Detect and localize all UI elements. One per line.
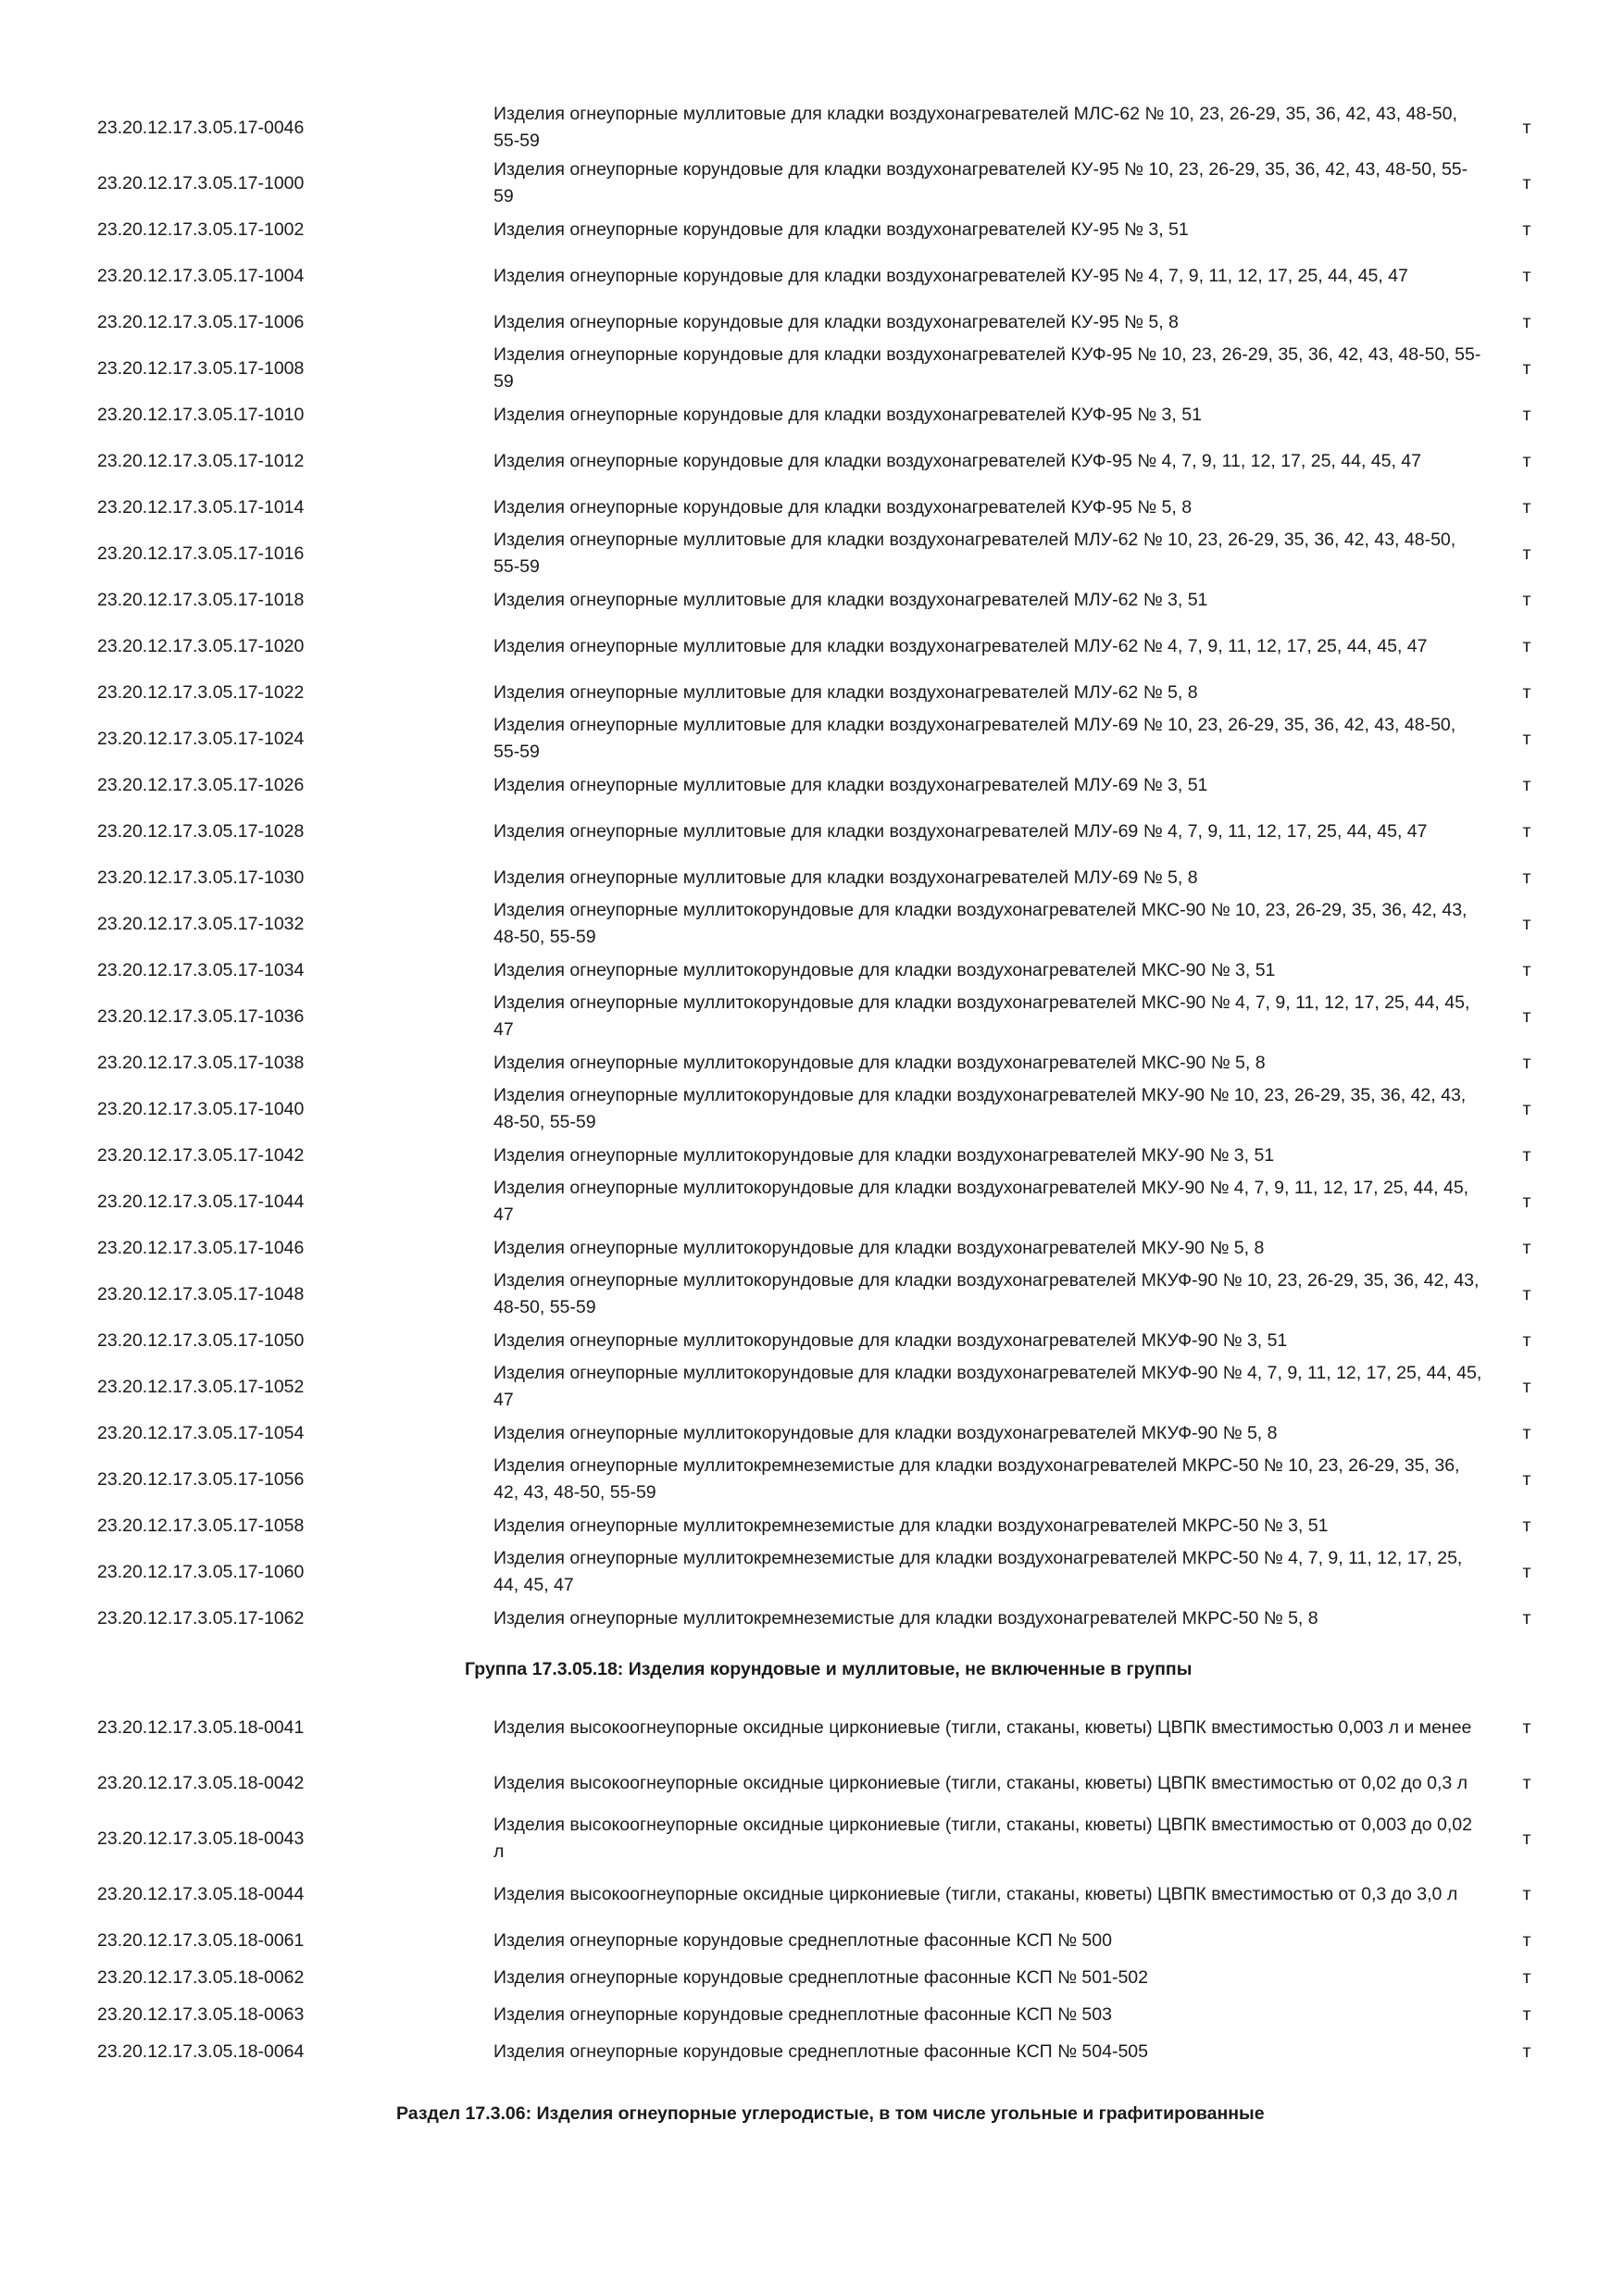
- unit-of-measure: т: [1522, 1005, 1531, 1027]
- item-code: 23.20.12.17.3.05.17-1020: [97, 635, 305, 656]
- item-description: Изделия огнеупорные корундовые для кладки воздухонагревателей КУ-95 № 10, 23, 26-29, 35, 36, 42, 43, 48-50, 55-59: [493, 159, 1468, 206]
- unit-of-measure: т: [1522, 450, 1531, 471]
- item-description: Изделия огнеупорные муллитокорундовые для кладки воздухонагревателей МКУФ-90 № 10, 23, 26-29, 35, 36, 42, 43, 48-50, 55-59: [493, 1270, 1480, 1317]
- item-description: Изделия огнеупорные корундовые для кладки воздухонагревателей КУФ-95 № 5, 8: [493, 496, 1193, 518]
- item-description: Изделия огнеупорные муллитовые для кладки воздухонагревателей МЛУ-69 № 4, 7, 9, 11, 12, 17, 25, 44, 45, 47: [493, 820, 1428, 842]
- item-code: 23.20.12.17.3.05.17-1002: [97, 218, 305, 240]
- table-row: [97, 526, 1560, 581]
- item-description: Изделия огнеупорные муллитокорундовые для кладки воздухонагревателей МКУФ-90 № 3, 51: [493, 1329, 1288, 1351]
- item-description: Изделия огнеупорные корундовые среднеплотные фасонные КСП № 503: [493, 2003, 1112, 2025]
- item-code: 23.20.12.17.3.05.17-1038: [97, 1052, 305, 1073]
- unit-of-measure: т: [1522, 496, 1531, 518]
- item-code: 23.20.12.17.3.05.17-1018: [97, 589, 305, 610]
- item-description: Изделия огнеупорные корундовые для кладки воздухонагревателей КУФ-95 № 4, 7, 9, 11, 12, 17, 25, 44, 45, 47: [493, 450, 1421, 471]
- unit-of-measure: т: [1522, 728, 1531, 749]
- item-code: 23.20.12.17.3.05.18-0041: [97, 1716, 305, 1738]
- table-row: [97, 489, 1560, 526]
- unit-of-measure: т: [1522, 265, 1531, 286]
- unit-of-measure: т: [1522, 1561, 1531, 1582]
- unit-of-measure: т: [1522, 1237, 1531, 1258]
- item-description: Изделия огнеупорные муллитокорундовые для кладки воздухонагревателей МКУФ-90 № 5, 8: [493, 1422, 1278, 1443]
- item-description: Изделия огнеупорные муллитовые для кладки воздухонагревателей МЛС-62 № 10, 23, 26-29, 35, 36, 42, 43, 48-50, 55-59: [493, 104, 1457, 151]
- table-row: [97, 859, 1560, 896]
- table-row: [97, 581, 1560, 618]
- unit-of-measure: т: [1522, 1283, 1531, 1304]
- table-row: [97, 1452, 1560, 1507]
- item-description: Изделия огнеупорные муллитовые для кладки воздухонагревателей МЛУ-62 № 10, 23, 26-29, 35, 36, 42, 43, 48-50, 55-59: [493, 530, 1456, 577]
- unit-of-measure: т: [1522, 404, 1531, 425]
- item-description: Изделия огнеупорные муллитовые для кладки воздухонагревателей МЛУ-62 № 5, 8: [493, 681, 1198, 703]
- table-row: [97, 1996, 1560, 2033]
- item-code: 23.20.12.17.3.05.17-1034: [97, 959, 305, 980]
- unit-of-measure: т: [1522, 218, 1531, 240]
- unit-of-measure: т: [1522, 1098, 1531, 1119]
- item-code: 23.20.12.17.3.05.17-1004: [97, 265, 305, 286]
- item-code: 23.20.12.17.3.05.18-0064: [97, 2040, 305, 2062]
- item-description: Изделия огнеупорные корундовые для кладки воздухонагревателей КУФ-95 № 3, 51: [493, 404, 1202, 425]
- table-row: [97, 618, 1560, 674]
- item-description: Изделия огнеупорные муллитокорундовые для кладки воздухонагревателей МКУФ-90 № 4, 7, 9, 11, 12, 17, 25, 44, 45, 47: [493, 1363, 1482, 1410]
- unit-of-measure: т: [1522, 1422, 1531, 1443]
- item-description: Изделия огнеупорные муллитовые для кладки воздухонагревателей МЛУ-69 № 3, 51: [493, 774, 1208, 795]
- table-row: [97, 1959, 1560, 1996]
- table-row: [97, 1359, 1560, 1415]
- unit-of-measure: т: [1522, 2003, 1531, 2025]
- item-description: Изделия огнеупорные муллитокремнеземистые для кладки воздухонагревателей МКРС-50 № 4, 7, 9, 11, 12, 17, 25, 44, 45, 47: [493, 1548, 1463, 1595]
- unit-of-measure: т: [1522, 1376, 1531, 1397]
- unit-of-measure: т: [1522, 820, 1531, 842]
- item-description: Изделия огнеупорные корундовые для кладки воздухонагревателей КУ-95 № 5, 8: [493, 311, 1179, 332]
- unit-of-measure: т: [1522, 1191, 1531, 1212]
- table-row: [97, 952, 1560, 989]
- item-code: 23.20.12.17.3.05.17-1026: [97, 774, 305, 795]
- group-heading: Группа 17.3.05.18: Изделия корундовые и муллитовые, не включенные в группы: [465, 1659, 1193, 1679]
- item-description: Изделия огнеупорные корундовые среднеплотные фасонные КСП № 501-502: [493, 1966, 1148, 1988]
- price-table-group-17-3-05-17: [97, 100, 1560, 1637]
- table-row: [97, 1811, 1560, 1866]
- item-description: Изделия огнеупорные корундовые для кладки воздухонагревателей КУФ-95 № 10, 23, 26-29, 35, 36, 42, 43, 48-50, 55-59: [493, 344, 1481, 392]
- item-description: Изделия огнеупорные муллитокорундовые для кладки воздухонагревателей МКУ-90 № 4, 7, 9, 11, 12, 17, 25, 44, 45, 47: [493, 1178, 1469, 1225]
- unit-of-measure: т: [1522, 774, 1531, 795]
- item-code: 23.20.12.17.3.05.18-0063: [97, 2003, 305, 2025]
- item-description: Изделия огнеупорные муллитокорундовые для кладки воздухонагревателей МКС-90 № 5, 8: [493, 1052, 1266, 1073]
- table-row: [97, 989, 1560, 1044]
- table-row: [97, 1507, 1560, 1544]
- unit-of-measure: т: [1522, 172, 1531, 193]
- item-description: Изделия огнеупорные муллитокремнеземистые для кладки воздухонагревателей МКРС-50 № 3, 51: [493, 1515, 1329, 1536]
- table-row: [97, 100, 1560, 156]
- item-code: 23.20.12.17.3.05.18-0042: [97, 1772, 305, 1793]
- table-row: [97, 1229, 1560, 1267]
- item-code: 23.20.12.17.3.05.17-1046: [97, 1237, 305, 1258]
- item-code: 23.20.12.17.3.05.17-1024: [97, 728, 305, 749]
- unit-of-measure: т: [1522, 635, 1531, 656]
- unit-of-measure: т: [1522, 311, 1531, 332]
- table-row: [97, 341, 1560, 396]
- item-code: 23.20.12.17.3.05.17-1000: [97, 172, 305, 193]
- unit-of-measure: т: [1522, 543, 1531, 564]
- table-row: [97, 896, 1560, 952]
- item-code: 23.20.12.17.3.05.17-1028: [97, 820, 305, 842]
- item-code: 23.20.12.17.3.05.17-1058: [97, 1515, 305, 1536]
- item-description: Изделия высокоогнеупорные оксидные циркониевые (тигли, стаканы, кюветы) ЦВПК вместимостью 0,003 л и менее: [493, 1716, 1472, 1738]
- item-code: 23.20.12.17.3.05.17-1054: [97, 1422, 305, 1443]
- item-code: 23.20.12.17.3.05.17-1010: [97, 404, 305, 425]
- unit-of-measure: т: [1522, 1966, 1531, 1988]
- item-code: 23.20.12.17.3.05.17-1062: [97, 1607, 305, 1628]
- item-description: Изделия огнеупорные муллитовые для кладки воздухонагревателей МЛУ-62 № 3, 51: [493, 589, 1208, 610]
- table-row: [97, 248, 1560, 304]
- table-row: [97, 1081, 1560, 1137]
- unit-of-measure: т: [1522, 1144, 1531, 1166]
- item-code: 23.20.12.17.3.05.18-0043: [97, 1828, 305, 1849]
- unit-of-measure: т: [1522, 1515, 1531, 1536]
- item-code: 23.20.12.17.3.05.17-1056: [97, 1468, 305, 1490]
- item-description: Изделия высокоогнеупорные оксидные циркониевые (тигли, стаканы, кюветы) ЦВПК вместимостью от 0,3 до 3,0 л: [493, 1883, 1458, 1904]
- table-row: [97, 1267, 1560, 1322]
- item-code: 23.20.12.17.3.05.17-0046: [97, 117, 305, 138]
- table-row: [97, 711, 1560, 767]
- table-row: [97, 1174, 1560, 1229]
- item-code: 23.20.12.17.3.05.17-1036: [97, 1005, 305, 1027]
- table-row: [97, 156, 1560, 211]
- table-row: [97, 1700, 1560, 1755]
- item-code: 23.20.12.17.3.05.17-1014: [97, 496, 305, 518]
- unit-of-measure: т: [1522, 1716, 1531, 1738]
- unit-of-measure: т: [1522, 867, 1531, 888]
- unit-of-measure: т: [1522, 589, 1531, 610]
- item-description: Изделия огнеупорные муллитокорундовые для кладки воздухонагревателей МКУ-90 № 5, 8: [493, 1237, 1265, 1258]
- unit-of-measure: т: [1522, 117, 1531, 138]
- item-description: Изделия огнеупорные корундовые среднеплотные фасонные КСП № 500: [493, 1929, 1112, 1951]
- table-row: [97, 1755, 1560, 1811]
- item-description: Изделия огнеупорные муллитокремнеземистые для кладки воздухонагревателей МКРС-50 № 5, 8: [493, 1607, 1318, 1628]
- table-row: [97, 433, 1560, 489]
- unit-of-measure: т: [1522, 1468, 1531, 1490]
- table-row: [97, 1322, 1560, 1359]
- unit-of-measure: т: [1522, 959, 1531, 980]
- table-row: [97, 1044, 1560, 1081]
- item-code: 23.20.12.17.3.05.17-1012: [97, 450, 305, 471]
- item-description: Изделия огнеупорные корундовые для кладки воздухонагревателей КУ-95 № 4, 7, 9, 11, 12, 17, 25, 44, 45, 47: [493, 265, 1408, 286]
- item-code: 23.20.12.17.3.05.17-1008: [97, 357, 305, 379]
- item-description: Изделия огнеупорные муллитовые для кладки воздухонагревателей МЛУ-69 № 10, 23, 26-29, 35, 36, 42, 43, 48-50, 55-59: [493, 715, 1456, 762]
- item-description: Изделия огнеупорные корундовые среднеплотные фасонные КСП № 504-505: [493, 2040, 1148, 2062]
- unit-of-measure: т: [1522, 1052, 1531, 1073]
- item-code: 23.20.12.17.3.05.17-1048: [97, 1283, 305, 1304]
- table-row: [97, 1544, 1560, 1600]
- table-row: [97, 211, 1560, 248]
- table-row: [97, 674, 1560, 711]
- item-description: Изделия высокоогнеупорные оксидные циркониевые (тигли, стаканы, кюветы) ЦВПК вместимостью от 0,003 до 0,02 л: [493, 1815, 1472, 1862]
- item-description: Изделия огнеупорные муллитокремнеземистые для кладки воздухонагревателей МКРС-50 № 10, 23, 26-29, 35, 36, 42, 43, 48-50, 55-59: [493, 1455, 1460, 1503]
- item-code: 23.20.12.17.3.05.17-1022: [97, 681, 305, 703]
- table-row: [97, 304, 1560, 341]
- item-code: 23.20.12.17.3.05.17-1052: [97, 1376, 305, 1397]
- table-row: [97, 396, 1560, 433]
- item-code: 23.20.12.17.3.05.17-1042: [97, 1144, 305, 1166]
- item-code: 23.20.12.17.3.05.18-0061: [97, 1929, 305, 1951]
- item-code: 23.20.12.17.3.05.17-1040: [97, 1098, 305, 1119]
- item-description: Изделия высокоогнеупорные оксидные циркониевые (тигли, стаканы, кюветы) ЦВПК вместимостью от 0,02 до 0,3 л: [493, 1772, 1468, 1793]
- item-description: Изделия огнеупорные муллитокорундовые для кладки воздухонагревателей МКУ-90 № 10, 23, 26-29, 35, 36, 42, 43, 48-50, 55-59: [493, 1085, 1467, 1132]
- unit-of-measure: т: [1522, 1329, 1531, 1351]
- item-description: Изделия огнеупорные муллитокорундовые для кладки воздухонагревателей МКУ-90 № 3, 51: [493, 1144, 1275, 1166]
- table-row: [97, 1137, 1560, 1174]
- unit-of-measure: т: [1522, 1929, 1531, 1951]
- unit-of-measure: т: [1522, 357, 1531, 379]
- table-row: [97, 1415, 1560, 1452]
- item-code: 23.20.12.17.3.05.17-1044: [97, 1191, 305, 1212]
- table-row: [97, 2033, 1560, 2070]
- unit-of-measure: т: [1522, 1883, 1531, 1904]
- unit-of-measure: т: [1522, 1828, 1531, 1849]
- item-description: Изделия огнеупорные муллитовые для кладки воздухонагревателей МЛУ-69 № 5, 8: [493, 867, 1198, 888]
- section-heading: Раздел 17.3.06: Изделия огнеупорные углеродистые, в том числе угольные и графитированные: [396, 2103, 1265, 2124]
- item-description: Изделия огнеупорные муллитокорундовые для кладки воздухонагревателей МКС-90 № 4, 7, 9, 11, 12, 17, 25, 44, 45, 47: [493, 992, 1470, 1040]
- item-description: Изделия огнеупорные корундовые для кладки воздухонагревателей КУ-95 № 3, 51: [493, 218, 1189, 240]
- table-row: [97, 804, 1560, 859]
- unit-of-measure: т: [1522, 1607, 1531, 1628]
- table-row: [97, 767, 1560, 804]
- item-code: 23.20.12.17.3.05.17-1016: [97, 543, 305, 564]
- table-row: [97, 1922, 1560, 1959]
- item-code: 23.20.12.17.3.05.17-1050: [97, 1329, 305, 1351]
- item-code: 23.20.12.17.3.05.18-0062: [97, 1966, 305, 1988]
- document-page: [0, 100, 1624, 2126]
- item-code: 23.20.12.17.3.05.17-1032: [97, 913, 305, 934]
- unit-of-measure: т: [1522, 681, 1531, 703]
- price-table-group-17-3-05-18: [97, 1700, 1560, 2070]
- table-row: [97, 1866, 1560, 1922]
- item-description: Изделия огнеупорные муллитокорундовые для кладки воздухонагревателей МКС-90 № 3, 51: [493, 959, 1276, 980]
- item-description: Изделия огнеупорные муллитовые для кладки воздухонагревателей МЛУ-62 № 4, 7, 9, 11, 12, 17, 25, 44, 45, 47: [493, 635, 1428, 656]
- item-code: 23.20.12.17.3.05.17-1006: [97, 311, 305, 332]
- unit-of-measure: т: [1522, 913, 1531, 934]
- item-description: Изделия огнеупорные муллитокорундовые для кладки воздухонагревателей МКС-90 № 10, 23, 26-29, 35, 36, 42, 43, 48-50, 55-59: [493, 900, 1468, 947]
- table-row: [97, 1600, 1560, 1637]
- item-code: 23.20.12.17.3.05.18-0044: [97, 1883, 305, 1904]
- item-code: 23.20.12.17.3.05.17-1060: [97, 1561, 305, 1582]
- table-body: [97, 1700, 1560, 2070]
- unit-of-measure: т: [1522, 2040, 1531, 2062]
- unit-of-measure: т: [1522, 1772, 1531, 1793]
- item-code: 23.20.12.17.3.05.17-1030: [97, 867, 305, 888]
- table-body: [97, 100, 1560, 1637]
